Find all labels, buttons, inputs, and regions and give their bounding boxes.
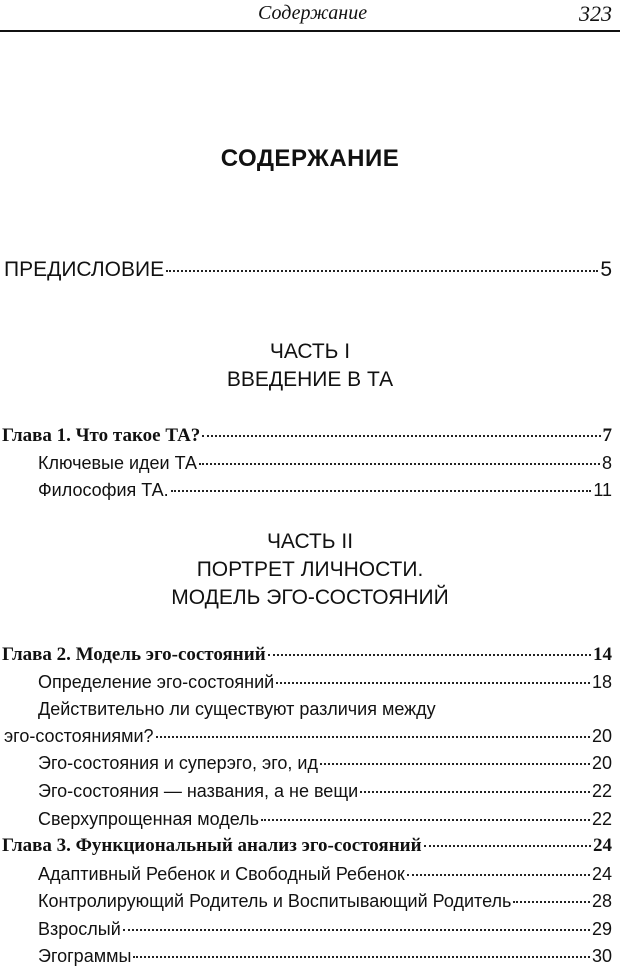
dot-leader (276, 682, 590, 684)
toc-entry-chapter-1[interactable] (2, 424, 612, 448)
dot-leader (156, 736, 590, 738)
part-number: ЧАСТЬ I (269, 340, 351, 363)
part-number: ЧАСТЬ II (266, 530, 354, 553)
toc-entry-section[interactable] (38, 779, 612, 803)
toc-entry-label: Глава 2. Модель эго-состояний (2, 644, 266, 665)
toc-entry-chapter-3[interactable] (2, 834, 612, 858)
dot-leader (320, 763, 590, 765)
toc-entry-page: 18 (591, 672, 612, 692)
toc-entry-section[interactable] (38, 889, 612, 913)
toc-entry-section[interactable] (38, 807, 612, 831)
toc-entry-section[interactable] (38, 478, 612, 502)
toc-entry-label: Философия ТА. (38, 480, 169, 500)
toc-entry-page: 29 (591, 919, 612, 939)
toc-entry-label-continued: Действительно ли существуют различия между (38, 699, 436, 719)
dot-leader (199, 463, 600, 465)
toc-entry-section[interactable] (38, 670, 612, 694)
toc-entry-page: 30 (591, 946, 612, 966)
toc-entry-label: Ключевые идеи ТА (38, 453, 198, 473)
dot-leader (123, 929, 590, 931)
toc-entry-section[interactable] (4, 724, 612, 748)
running-header-page-number: 323 (579, 1, 612, 26)
part-heading-1 (0, 338, 620, 394)
toc-entry-label: Эго-состояния и суперэго, эго, ид (38, 753, 318, 773)
toc-entry-label: Сверхупрощенная модель (38, 809, 259, 829)
part-title: МОДЕЛЬ ЭГО-СОСТОЯНИЙ (171, 586, 449, 609)
toc-entry-page: 8 (601, 453, 612, 473)
toc-entry-label: ПРЕДИСЛОВИЕ (4, 258, 165, 281)
part-heading-2 (0, 528, 620, 612)
toc-entry-label: Эгограммы (38, 946, 132, 966)
running-header-title: Содержание (258, 2, 368, 24)
toc-entry-label: Определение эго-состояний (38, 672, 275, 692)
toc-entry-page: 14 (593, 644, 612, 665)
toc-entry-section[interactable] (38, 917, 612, 941)
dot-leader (268, 654, 591, 656)
toc-entry-section[interactable] (38, 751, 612, 775)
toc-entry-label: Глава 1. Что такое ТА? (2, 425, 201, 446)
toc-entry-page: 22 (591, 781, 612, 801)
toc-entry-preface[interactable] (4, 258, 612, 282)
dot-leader (171, 490, 592, 492)
toc-entry-label: Адаптивный Ребенок и Свободный Ребенок (38, 864, 405, 884)
toc-entry-page: 22 (591, 809, 612, 829)
dot-leader (424, 845, 591, 847)
toc-entry-page: 20 (591, 726, 612, 746)
toc-entry-chapter-2[interactable] (2, 643, 612, 667)
toc-entry-label: эго-состояниями? (4, 726, 154, 746)
toc-entry-label: Эго-состояния — названия, а не вещи (38, 781, 359, 801)
dot-leader (202, 435, 600, 437)
toc-entry-page: 24 (591, 864, 612, 884)
dot-leader (166, 270, 598, 272)
dot-leader (513, 901, 590, 903)
toc-entry-page: 28 (591, 891, 612, 911)
toc-entry-section[interactable] (38, 451, 612, 475)
toc-entry-section[interactable] (38, 944, 612, 968)
part-title: ВВЕДЕНИЕ В ТА (226, 368, 394, 391)
toc-entry-label: Контролирующий Родитель и Воспитывающий Родитель (38, 891, 512, 911)
toc-entry-label: Взрослый (38, 919, 121, 939)
toc-entry-page: 7 (602, 425, 612, 446)
running-header (0, 0, 620, 32)
toc-entry-page: 24 (593, 835, 612, 856)
toc-entry-label: Глава 3. Функциональный анализ эго-состояний (2, 835, 422, 856)
dot-leader (261, 819, 590, 821)
toc-entry-page: 11 (593, 480, 612, 500)
dot-leader (407, 874, 590, 876)
toc-entry-page: 5 (600, 258, 612, 281)
dot-leader (360, 791, 590, 793)
toc-entry-section[interactable] (38, 862, 612, 886)
dot-leader (133, 956, 590, 958)
page-title: СОДЕРЖАНИЕ (220, 145, 400, 172)
toc-entry-page: 20 (591, 753, 612, 773)
part-title: ПОРТРЕТ ЛИЧНОСТИ. (196, 558, 424, 581)
